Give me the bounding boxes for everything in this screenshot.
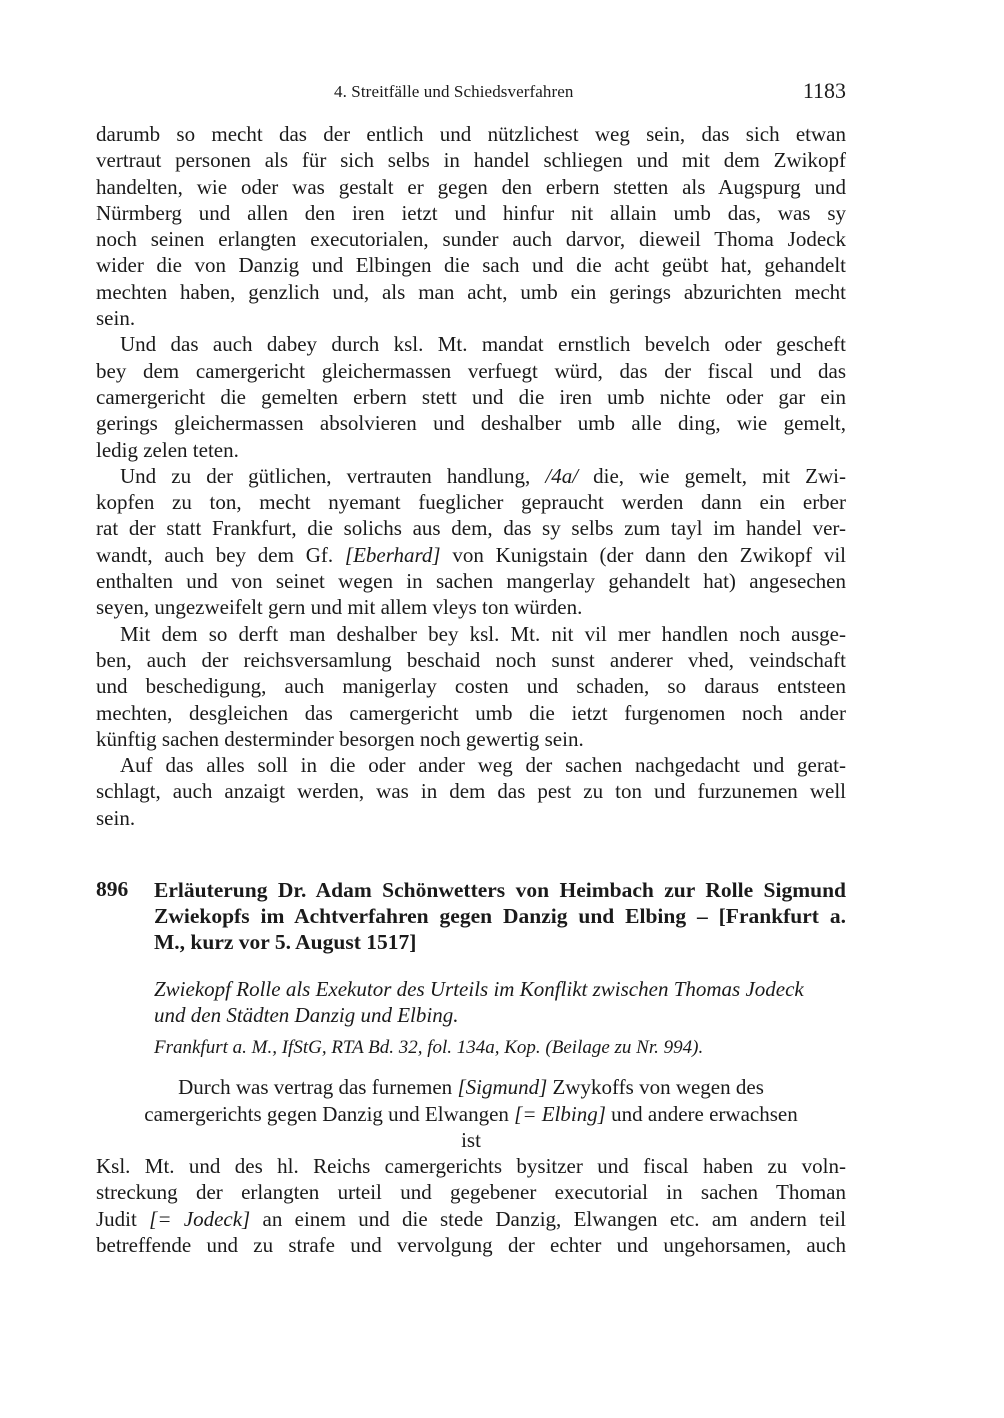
text-line: ben, auch der reichsversamlung beschaid noch sunst anderer vhed, veindschaft (96, 647, 846, 672)
editorial-name: [Sigmund] (457, 1075, 548, 1099)
text-segment: an einem und die stede Danzig, Elwangen etc. am andern teil (262, 1206, 847, 1231)
regest-line: und den Städten Danzig und Elbing. (154, 1003, 459, 1028)
text-line: rat der statt Frankfurt, die solichs aus dem, das sy selbs zum tayl im handel ver- (96, 516, 846, 541)
paragraph-4 (96, 621, 846, 752)
regest (154, 976, 846, 1028)
text-segment: Und zu der gütlichen, vertrauten handlung, (120, 463, 531, 488)
text-segment: Durch was vertrag das furnemen (178, 1075, 453, 1099)
folio-marker: /4a/ (545, 463, 579, 488)
text-segment: wandt, auch bey dem Gf. (96, 542, 334, 567)
text-line: vertraut personen als für sich selbs in handel schliegen und mit dem Zwikopf (96, 148, 846, 173)
editorial-note: [= Jodeck] (149, 1206, 251, 1231)
entry-number: 896 (96, 877, 129, 901)
text-line: Mit dem so derft man deshalber bey ksl. Mt. nit vil mer handlen noch ausge- (120, 621, 846, 646)
paragraph-2 (96, 331, 846, 462)
text-line: sein. (96, 805, 136, 830)
document-title (96, 1074, 846, 1154)
text-line: kopfen zu ton, mecht nyemant fueglicher gepraucht werden dann ein erber (96, 490, 846, 515)
body-text (96, 121, 846, 831)
text-line: handelten, wie oder was gestalt er gegen den erbern stetten als Augspurg und (96, 174, 846, 199)
text-segment: und andere erwachsen (611, 1101, 798, 1126)
text-segment: Zwykoffs von wegen des (552, 1075, 764, 1099)
text-line (96, 542, 846, 568)
title-line: ist (461, 1128, 481, 1152)
text-line: bey dem camergericht gleichermassen verfuegt würd, das der fiscal und das (96, 358, 846, 383)
text-line: mechten haben, genzlich und, als man acht, umb ein gerings abzurichten mecht (96, 279, 846, 304)
running-title: 4. Streitfälle und Schiedsverfahren (334, 82, 574, 101)
text-line: Auf das alles soll in die oder ander weg der sachen nachgedacht und gerat- (120, 753, 846, 778)
text-line: schlagt, auch anzaigt werden, was in dem das pest zu ton und furzunemen well (96, 779, 846, 804)
text-line: noch seinen erlangten executorialen, sunder auch darvor, dieweil Thoma Jodeck (96, 227, 846, 252)
regest-line: Zwiekopf Rolle als Exekutor des Urteils im Konflikt zwischen Thomas Jodeck (154, 977, 804, 1001)
title-line (96, 1074, 846, 1101)
text-segment: die, wie gemelt, mit Zwi- (593, 463, 847, 488)
text-segment: Judit (96, 1206, 137, 1231)
source-note: Frankfurt a. M., IfStG, RTA Bd. 32, fol. 134a, Kop. (Beilage zu Nr. 994). (154, 1037, 704, 1058)
text-line: seyen, ungezweifelt gern und mit allem vleys ton würden. (96, 595, 583, 620)
text-line: und beschedigung, auch manigerlay costen und schaden, so daraus entsteen (96, 674, 846, 699)
editorial-name: [Eberhard] (344, 542, 441, 567)
title-line (96, 1101, 846, 1128)
text-line (96, 463, 846, 489)
document-text (96, 1153, 846, 1258)
paragraph-3 (96, 463, 846, 621)
text-segment: von Kunigstain (der dann den Zwikopf vil (452, 542, 847, 567)
paragraph-5 (96, 752, 846, 831)
entry-heading (154, 877, 846, 956)
text-line: betreffende und zu strafe und vervolgung der echter und ungehorsamen, auch (96, 1232, 846, 1257)
text-line: gerings gleichermassen absolvieren und deshalber umb alle ding, wie gemelt, (96, 411, 846, 436)
text-line: darumb so mecht das der entlich und nützlichest weg sein, das sich etwan (96, 122, 846, 146)
text-line: Ksl. Mt. und des hl. Reichs camergerichts bysitzer und fiscal haben zu voln- (96, 1154, 846, 1178)
text-line: künftig sachen desterminder besorgen noch gewertig sein. (96, 726, 584, 751)
page-number: 1183 (802, 78, 846, 103)
heading-line: Zwiekopfs im Achtverfahren gegen Danzig und Elbing – [Frankfurt a. (154, 904, 846, 929)
text-line: enthalten und von seinet wegen in sachen mangerlay gehandelt hat) angesechen (96, 569, 846, 594)
text-line: sein. (96, 306, 136, 331)
running-header (96, 78, 846, 108)
text-line: Und das auch dabey durch ksl. Mt. mandat ernstlich bevelch oder gescheft (120, 332, 846, 357)
text-line: mechten, desgleichen das camergericht umb die ietzt furgenomen noch ander (96, 700, 846, 725)
text-line: camergericht die gemelten erbern stett und die iren umb nichte oder gar ein (96, 384, 846, 409)
heading-line: M., kurz vor 5. August 1517] (154, 930, 417, 955)
heading-line: Erläuterung Dr. Adam Schönwetters von Heimbach zur Rolle Sigmund (154, 878, 846, 902)
paragraph-1 (96, 121, 846, 331)
text-line: wider die von Danzig und Elbingen die sach und die acht geübt hat, gehandelt (96, 253, 846, 278)
document-entry (96, 877, 846, 956)
text-segment: camergerichts gegen Danzig und Elwangen (144, 1101, 509, 1126)
text-line: Nürmberg und allen den iren ietzt und hinfur nit allain umb das, was sy (96, 200, 846, 225)
text-line: ledig zelen teten. (96, 437, 239, 462)
editorial-note: [= Elbing] (514, 1101, 606, 1126)
text-line: streckung der erlangten urteil und gegebener executorial in sachen Thoman (96, 1180, 846, 1205)
text-line (96, 1206, 846, 1232)
